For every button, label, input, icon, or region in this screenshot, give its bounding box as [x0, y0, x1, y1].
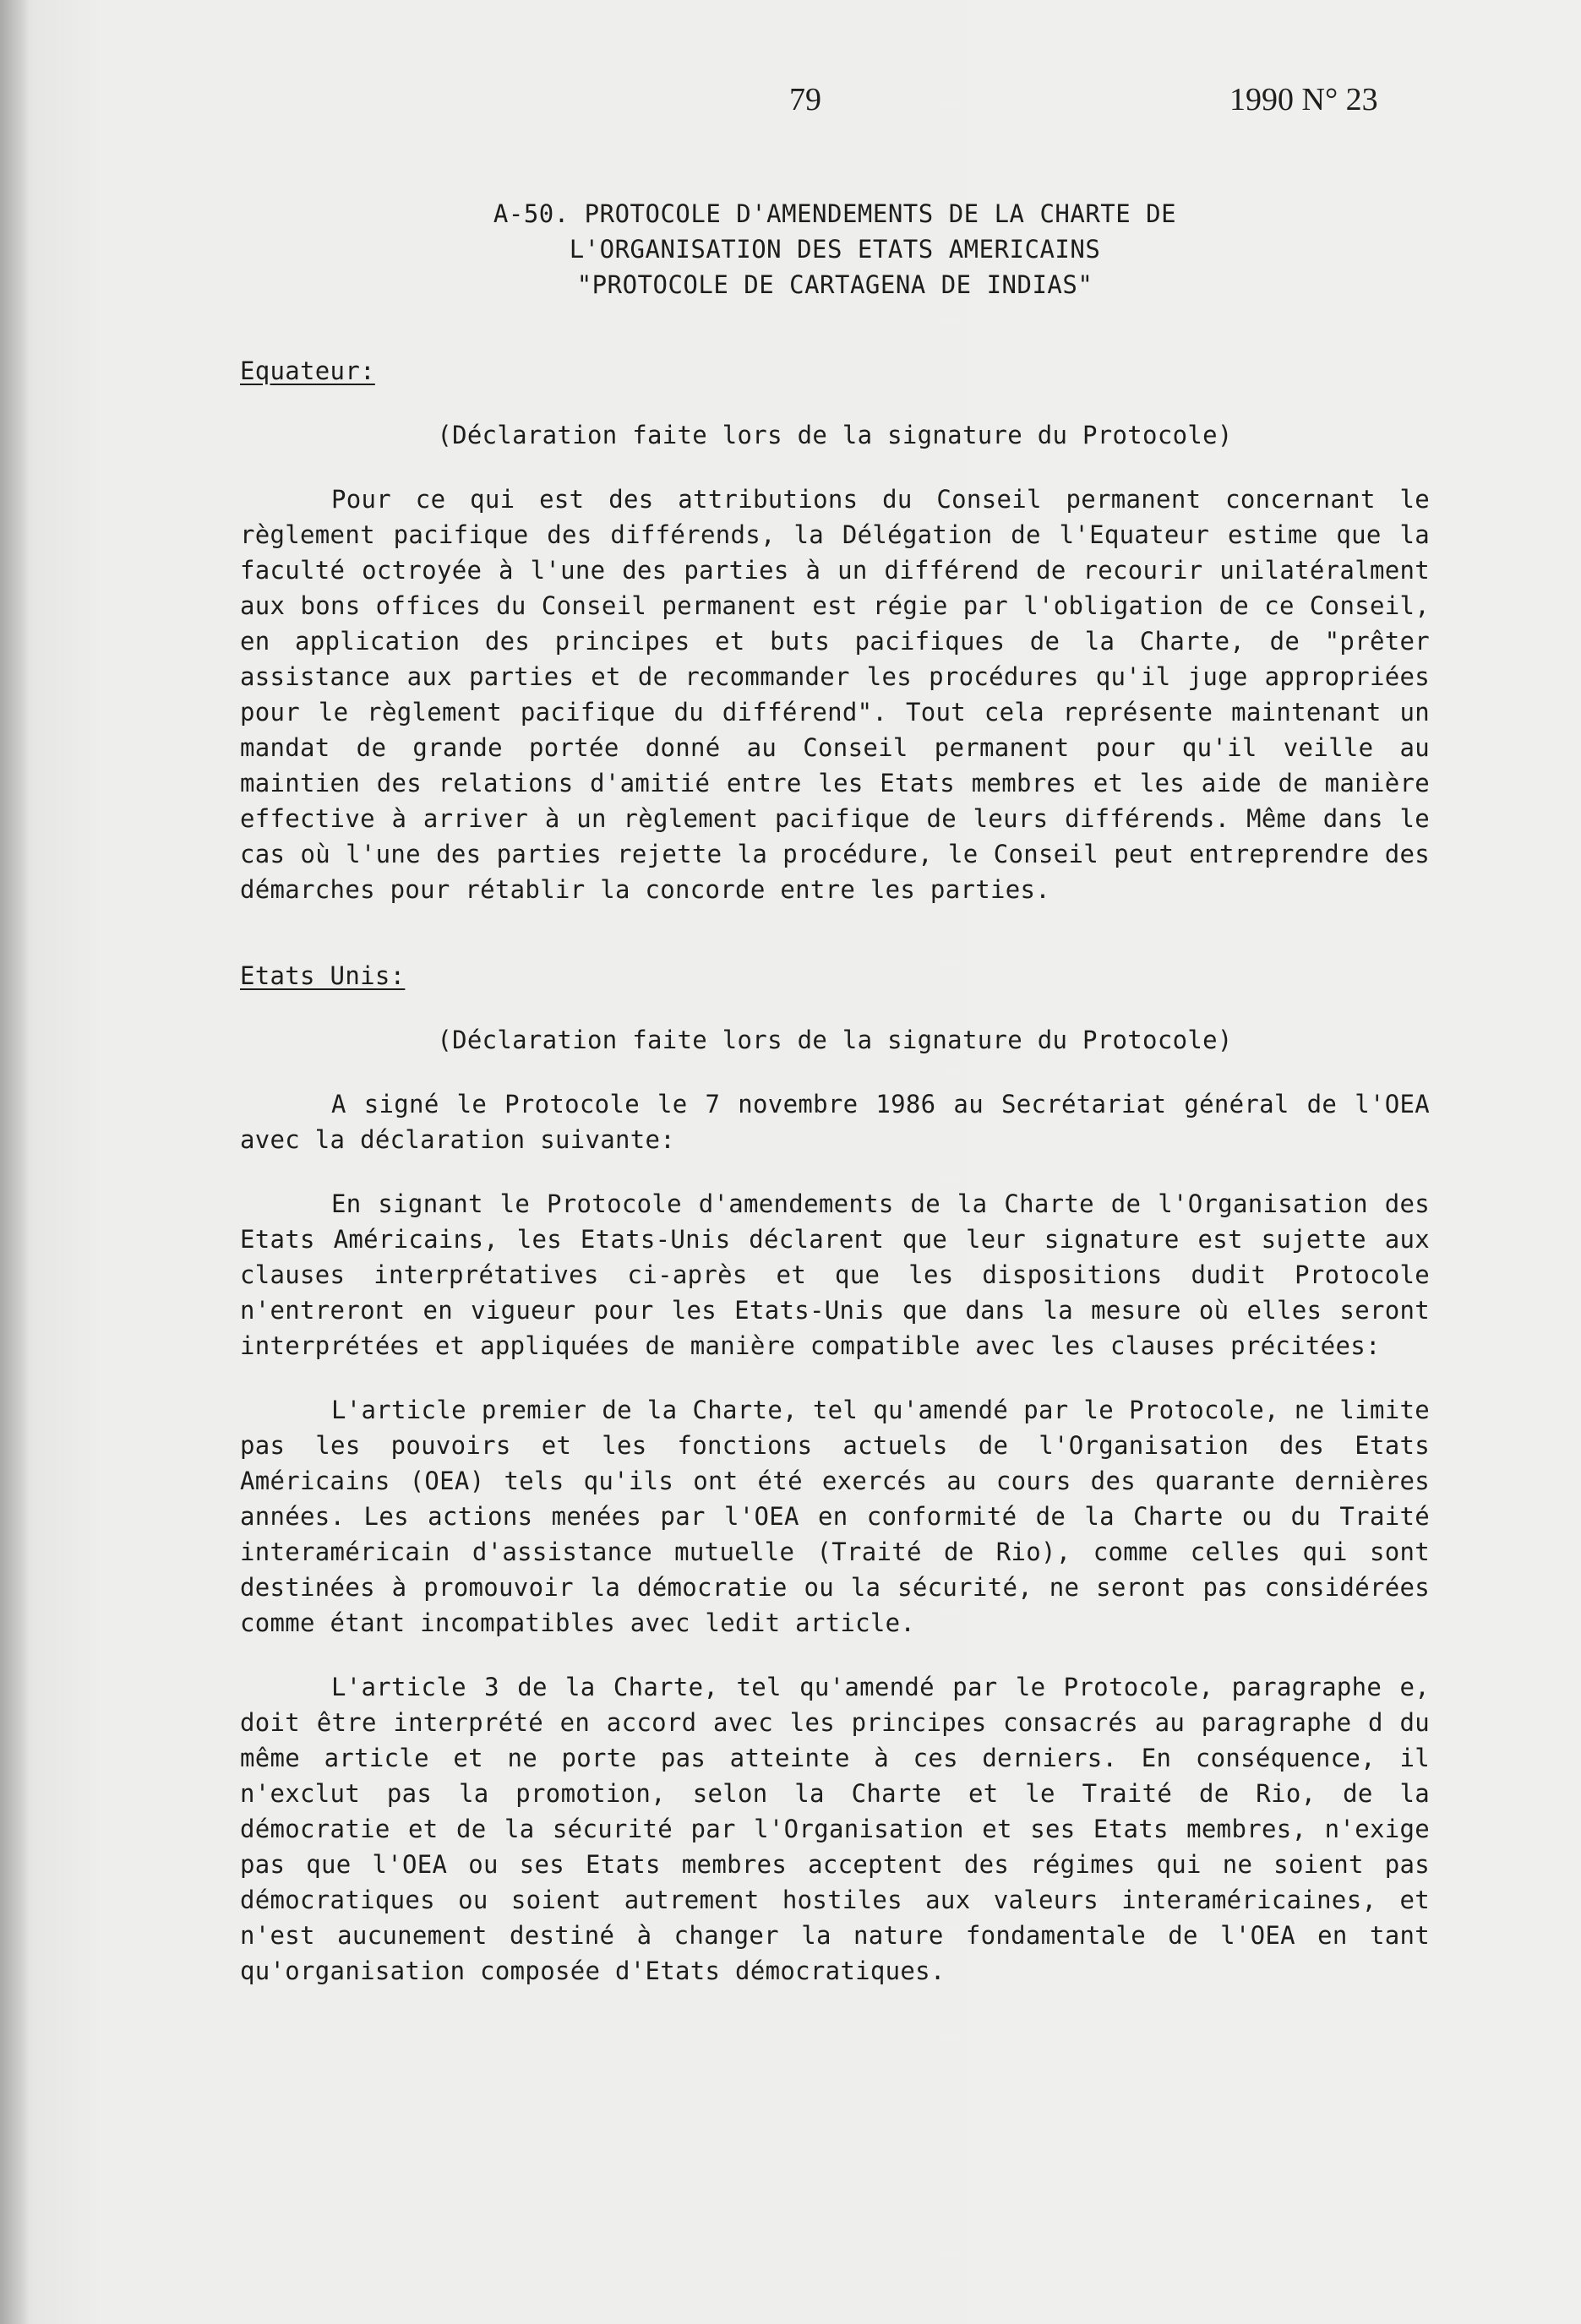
page-number: 79 [789, 82, 821, 117]
title-line-3: "PROTOCOLE DE CARTAGENA DE INDIAS" [576, 270, 1093, 299]
title-line-1: A-50. PROTOCOLE D'AMENDEMENTS DE LA CHARTE DE [493, 199, 1177, 228]
paragraph-etats-unis-1: A signé le Protocole le 7 novembre 1986 au Secrétariat général de l'OEA avec la déclaration suivante: [240, 1090, 1430, 1154]
document-title [240, 196, 1430, 302]
book-spine-shadow [0, 0, 29, 2324]
paragraph-equateur-1: Pour ce qui est des attributions du Conseil permanent concernant le règlement pacifique des différends, la Délégation de l'Equateur estime que la faculté octroyée à l'une des parties à un différend de recourir unilatéralment aux bons offices du Conseil permanent est régie par l'obligation de ce Conseil, en application des principes et buts pacifiques de la Charte, de "prêter assistance aux parties et de recommander les procédures qu'il juge appropriées pour le règlement pacifique du différend". Tout cela représente maintenant un mandat de grande portée donné au Conseil permanent pour qu'il veille au maintien des relations d'amitié entre les Etats membres et les aide de manière effective à arriver à un règlement pacifique de leurs différends. Même dans le cas où l'une des parties rejette la procédure, le Conseil peut entreprendre des démarches pour rétablir la concorde entre les parties. [240, 485, 1430, 904]
issue-number: 1990 N° 23 [1229, 82, 1378, 117]
paragraph-etats-unis-2: En signant le Protocole d'amendements de la Charte de l'Organisation des Etats Américains, les Etats-Unis déclarent que leur signature est sujette aux clauses interprétatives ci-après et que les dispositions dudit Protocole n'entreront en vigueur pour les Etats-Unis que dans la mesure où elles seront interprétées et appliquées de manière compatible avec les clauses précitées: [240, 1189, 1430, 1360]
page-content [240, 196, 1430, 2017]
title-line-2: L'ORGANISATION DES ETATS AMERICAINS [569, 235, 1101, 264]
paragraph-etats-unis-4: L'article 3 de la Charte, tel qu'amendé par le Protocole, paragraphe e, doit être interprété en accord avec les principes consacrés au paragraphe d du même article et ne porte pas atteinte à ces derniers. En conséquence, il n'exclut pas la promotion, selon la Charte et le Traité de Rio, de la démocratie et de la sécurité par l'Organisation et ses Etats membres, n'exige pas que l'OEA ou ses Etats membres acceptent des régimes qui ne soient pas démocratiques ou soient autrement hostiles aux valeurs interaméricaines, et n'est aucunement destiné à changer la nature fondamentale de l'OEA en tant qu'organisation composée d'Etats démocratiques. [240, 1673, 1430, 1985]
section-heading-equateur: Equateur: [240, 356, 375, 385]
section-equateur [240, 353, 1430, 907]
page-header [0, 81, 1581, 123]
section-gap [240, 936, 1430, 958]
section-etats-unis [240, 958, 1430, 1989]
section-heading-etats-unis: Etats Unis: [240, 961, 406, 990]
declaration-note-equateur: (Déclaration faite lors de la signature du Protocole) [437, 421, 1233, 449]
declaration-note-etats-unis: (Déclaration faite lors de la signature du Protocole) [437, 1026, 1233, 1054]
paragraph-etats-unis-3: L'article premier de la Charte, tel qu'amendé par le Protocole, ne limite pas les pouvoirs et les fonctions actuels de l'Organisation des Etats Américains (OEA) tels qu'ils ont été exercés au cours des quarante dernières années. Les actions menées par l'OEA en conformité de la Charte ou du Traité interaméricain d'assistance mutuelle (Traité de Rio), comme celles qui sont destinées à promouvoir la démocratie ou la sécurité, ne seront pas considérées comme étant incompatibles avec ledit article. [240, 1396, 1430, 1637]
